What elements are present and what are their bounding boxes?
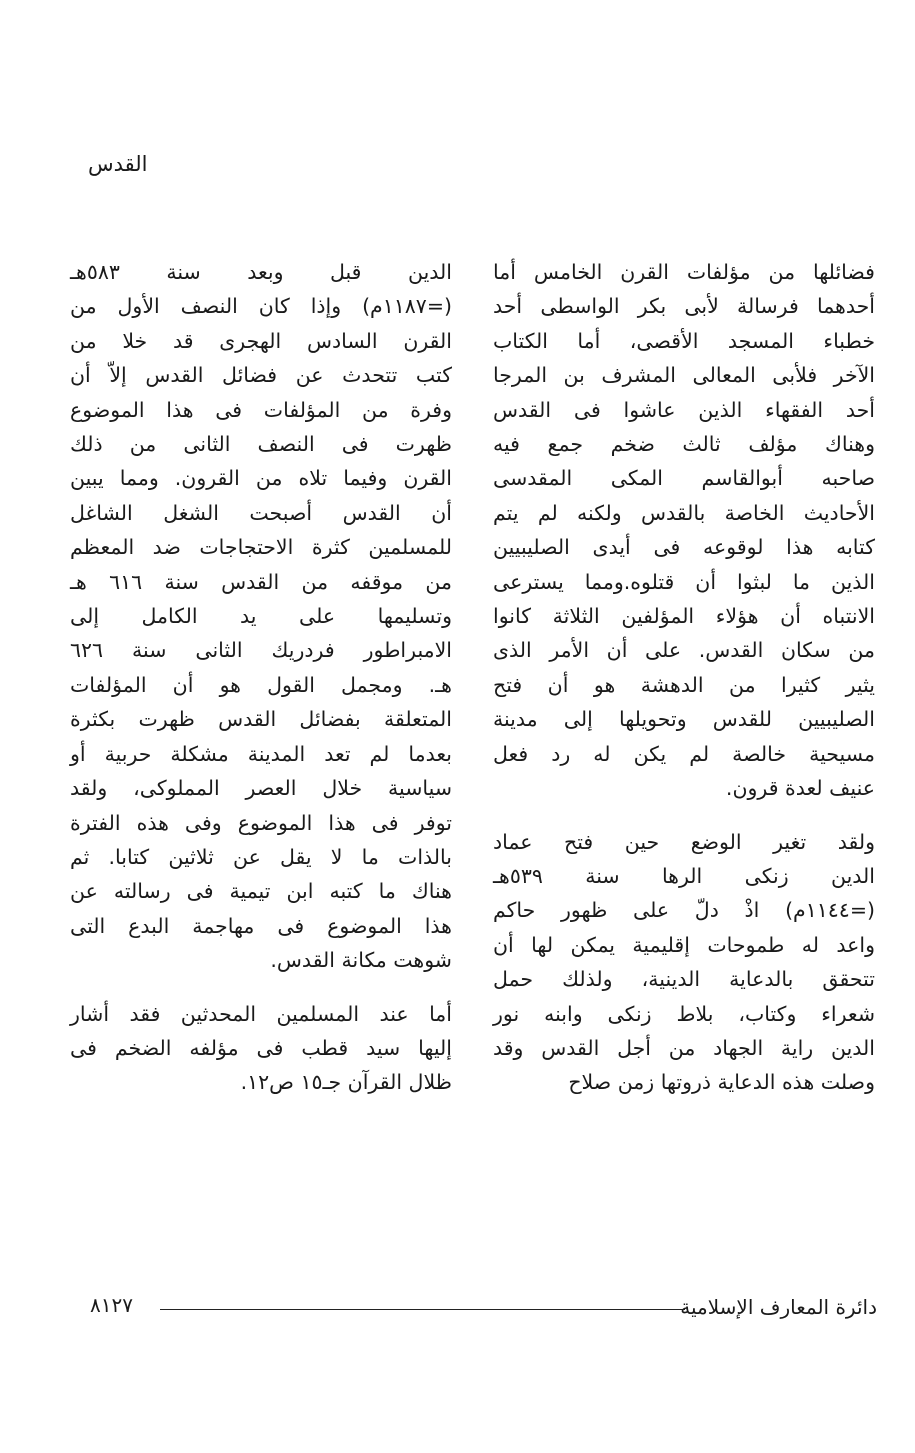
text-line: أما عند المسلمين المحدثين فقد أشار (70, 1001, 452, 1026)
footer-rule (160, 1309, 685, 1310)
text-line: أحد الفقهاء الذين عاشوا فى القدس (493, 397, 875, 422)
paragraph (70, 255, 452, 978)
text-line: خطباء المسجد الأقصى، أما الكتاب (493, 328, 875, 353)
text-line: ولقد تغير الوضع حين فتح عماد (493, 829, 875, 854)
page-number: ٨١٢٧ (90, 1293, 133, 1317)
text-line: شوهت مكانة القدس. (270, 948, 452, 973)
text-line: توفر فى هذا الموضوع وفى هذه الفترة (70, 810, 452, 835)
text-line: فضائلها من مؤلفات القرن الخامس أما (493, 260, 875, 284)
text-line: ظلال القرآن جـ١٥ ص١٢. (240, 1070, 452, 1095)
text-line: ظهرت فى النصف الثانى من ذلك (70, 432, 452, 457)
text-line: صاحبه أبوالقاسم المكى المقدسى (493, 466, 875, 491)
text-line: الصليبيين للقدس وتحويلها إلى مدينة (493, 707, 875, 732)
footer-journal-title: دائرة المعارف الإسلامية (680, 1295, 877, 1319)
text-line: بالذات ما لا يقل عن ثلاثين كتابا. ثم (70, 844, 452, 869)
text-line: من سكان القدس. على أن الأمر الذى (493, 638, 875, 663)
text-line: وهناك مؤلف ثالث ضخم جمع فيه (493, 432, 875, 457)
text-line: الذين ما لبثوا أن قتلوه.ومما يسترعى (493, 569, 875, 594)
text-line: سياسية خلال العصر المملوكى، ولقد (70, 776, 452, 801)
text-line: أن القدس أصبحت الشغل الشاغل (70, 500, 452, 525)
text-line: كتابه هذا لوقوعه فى أيدى الصليبيين (493, 535, 875, 560)
text-line: شعراء وكتاب، بلاط زنكى وابنه نور (493, 1001, 875, 1026)
text-line: القرن السادس الهجرى قد خلا من (70, 328, 452, 353)
text-line: وفرة من المؤلفات فى هذا الموضوع (70, 397, 452, 422)
text-line: بعدما لم تعد المدينة مشكلة حربية أو (70, 741, 452, 766)
text-line: إليها سيد قطب فى مؤلفه الضخم فى (70, 1035, 452, 1060)
text-line: من موقفه من القدس سنة ٦١٦ هـ (70, 569, 453, 594)
text-line: وتسليمها على يد الكامل إلى (70, 604, 452, 629)
text-line: الامبراطور فردريك الثانى سنة ٦٢٦ (70, 638, 452, 663)
text-line: (=١١٨٧م) وإذا كان النصف الأول من (70, 294, 452, 319)
text-line: الانتباه أن هؤلاء المؤلفين الثلاثة كانوا (493, 604, 875, 629)
text-line: الأحاديث الخاصة بالقدس ولكنه لم يتم (493, 500, 875, 525)
right-column (493, 255, 875, 1100)
text-line: واعد له طموحات إقليمية يمكن لها أن (493, 932, 875, 957)
paragraph (493, 825, 875, 1100)
text-line: هناك ما كتبه ابن تيمية فى رسالته عن (70, 879, 452, 904)
text-line: وصلت هذه الدعاية ذروتها زمن صلاح (568, 1070, 875, 1095)
page-header-title: القدس (88, 152, 148, 176)
text-line: أحدهما فرسالة لأبى بكر الواسطى أحد (493, 294, 875, 319)
text-line: مسيحية خالصة لم يكن له رد فعل (493, 741, 875, 766)
text-line: هـ. ومجمل القول هو أن المؤلفات (70, 672, 452, 697)
text-line: هذا الموضوع فى مهاجمة البدع التى (70, 913, 452, 938)
text-line: يثير كثيرا من الدهشة هو أن فتح (493, 672, 875, 697)
paragraph (493, 255, 875, 806)
text-line: تتحقق بالدعاية الدينية، ولذلك حمل (493, 967, 875, 992)
text-line: القرن وفيما تلاه من القرون. ومما يبين (70, 466, 452, 491)
text-line: الآخر فلأبى المعالى المشرف بن المرجا (493, 363, 875, 388)
left-column (70, 255, 452, 1100)
text-line: كتب تتحدث عن فضائل القدس إلاّ أن (70, 363, 452, 388)
text-line: الدين راية الجهاد من أجل القدس وقد (493, 1035, 875, 1060)
text-line: الدين قبل وبعد سنة ٥٨٣هـ (70, 260, 452, 284)
text-line: (=١١٤٤م) اذْ دلّ على ظهور حاكم (493, 898, 875, 923)
text-line: الدين زنكى الرها سنة ٥٣٩هـ (493, 863, 875, 888)
text-line: للمسلمين كثرة الاحتجاجات ضد المعظم (70, 535, 452, 560)
text-line: المتعلقة بفضائل القدس ظهرت بكثرة (70, 707, 452, 732)
text-line: عنيف لعدة قرون. (725, 776, 875, 801)
paragraph (70, 997, 452, 1100)
